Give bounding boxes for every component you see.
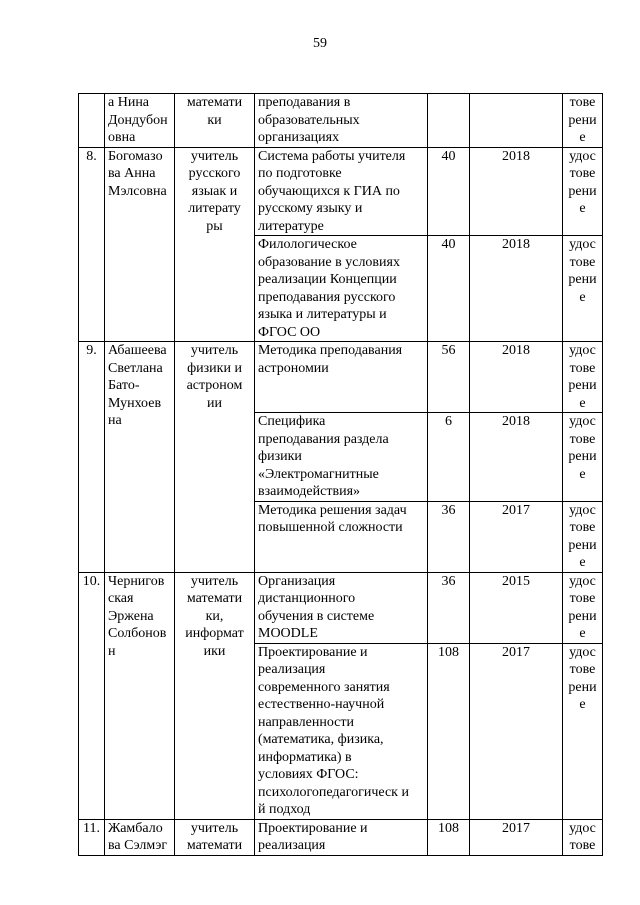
- course-title-line: «Электромагнитные: [258, 466, 379, 482]
- course-hours: 6: [428, 413, 470, 502]
- certificate-type-line: удос: [569, 343, 596, 358]
- course-title-line: языка и литературы и: [258, 307, 387, 322]
- course-title-line: реализация: [258, 838, 326, 853]
- certificate-type-line: е: [579, 697, 586, 712]
- course-title-line: физики: [258, 449, 302, 464]
- certificate-type-line: тове: [569, 662, 596, 677]
- teacher-name-line: Бато-: [108, 378, 140, 393]
- course-title-line: преподавания русского: [258, 289, 396, 305]
- teacher-position-line: литерату: [188, 201, 241, 216]
- course-title: [255, 572, 428, 643]
- staff-qualification-table: [78, 93, 603, 856]
- course-year: 2018: [470, 342, 563, 413]
- teacher-name-line: Жамбало: [108, 820, 163, 836]
- certificate-type-line: рени: [568, 679, 597, 695]
- course-title-line: дистанционного: [258, 591, 356, 606]
- teacher-position-line: математи: [186, 591, 243, 606]
- course-title-line: (математика, физика,: [258, 732, 384, 747]
- certificate-type-line: тове: [569, 95, 596, 110]
- table-row: [79, 819, 603, 855]
- certificate-type: [563, 147, 603, 236]
- course-title: [255, 342, 428, 413]
- teacher-position-line: учитель: [190, 148, 239, 164]
- teacher-name-line: Богомазо: [108, 148, 163, 164]
- teacher-name-line: Абашеева: [108, 343, 167, 358]
- certificate-type-line: рени: [568, 537, 597, 553]
- row-number: 10.: [79, 572, 105, 819]
- teacher-name-line: Эржена: [108, 608, 154, 624]
- certificate-type-line: удос: [569, 644, 596, 660]
- course-title-line: Организация: [258, 573, 336, 589]
- certificate-type-line: е: [579, 466, 586, 482]
- teacher-position: [175, 572, 255, 819]
- course-title: [255, 94, 428, 148]
- certificate-type-line: удос: [569, 414, 596, 429]
- teacher-position-line: языак и: [191, 183, 238, 199]
- certificate-type-line: тове: [569, 360, 596, 376]
- certificate-type-line: тове: [569, 591, 596, 606]
- teacher-name: [105, 819, 175, 855]
- course-title-line: Специфика: [258, 414, 326, 429]
- course-title-line: литературе: [258, 218, 324, 234]
- course-year: 2015: [470, 572, 563, 643]
- certificate-type-line: е: [579, 289, 586, 305]
- course-hours: 40: [428, 236, 470, 342]
- certificate-type-line: е: [579, 395, 586, 411]
- course-year: [470, 94, 563, 148]
- teacher-position-line: математи: [186, 95, 243, 110]
- course-title: [255, 819, 428, 855]
- certificate-type-line: е: [579, 201, 586, 216]
- certificate-type: [563, 501, 603, 572]
- certificate-type-line: тове: [569, 520, 596, 535]
- teacher-position-line: астроном: [186, 378, 243, 393]
- course-title-line: информатика) в: [258, 749, 352, 765]
- course-hours: [428, 94, 470, 148]
- table-row: [79, 342, 603, 413]
- certificate-type-line: е: [579, 555, 586, 570]
- certificate-type-line: рени: [568, 608, 597, 624]
- certificate-type-line: удос: [569, 573, 596, 589]
- row-number: 11.: [79, 819, 105, 855]
- teacher-position: [175, 819, 255, 855]
- course-title-line: русскому языку и: [258, 201, 363, 216]
- table-row: [79, 147, 603, 236]
- course-title-line: ФГОС ОО: [258, 324, 321, 340]
- teacher-name-line: ская: [108, 591, 134, 606]
- course-hours: 56: [428, 342, 470, 413]
- course-title: [255, 501, 428, 572]
- course-title-line: реализация: [258, 662, 326, 677]
- teacher-name-line: Светлана: [108, 360, 163, 376]
- course-title-line: условиях ФГОС:: [258, 767, 359, 782]
- course-title-line: естественно-научной: [258, 697, 385, 712]
- certificate-type: [563, 342, 603, 413]
- certificate-type-line: рени: [568, 378, 597, 393]
- certificate-type-line: удос: [569, 237, 596, 252]
- course-year: 2017: [470, 819, 563, 855]
- course-title-line: преподавания раздела: [258, 431, 389, 447]
- certificate-type-line: тове: [569, 431, 596, 447]
- table-row: [79, 572, 603, 643]
- course-title-line: обучения в системе: [258, 608, 375, 624]
- teacher-position-line: ии: [207, 395, 222, 411]
- certificate-type-line: е: [579, 130, 586, 145]
- course-title-line: Проектирование и: [258, 644, 368, 660]
- certificate-type-line: тове: [569, 838, 596, 853]
- certificate-type: [563, 236, 603, 342]
- course-title-line: организациях: [258, 130, 340, 145]
- certificate-type-line: е: [579, 626, 586, 641]
- course-title: [255, 236, 428, 342]
- teacher-name-line: Мэлсовна: [108, 183, 167, 199]
- certificate-type: [563, 572, 603, 643]
- course-hours: 108: [428, 819, 470, 855]
- row-number: 9.: [79, 342, 105, 573]
- course-title: [255, 413, 428, 502]
- teacher-position: [175, 147, 255, 342]
- certificate-type-line: рени: [568, 183, 597, 199]
- course-hours: 36: [428, 501, 470, 572]
- teacher-name-line: Мунхоев: [108, 395, 162, 411]
- teacher-name-line: н: [108, 643, 116, 659]
- course-title-line: образовательных: [258, 112, 360, 128]
- teacher-name: [105, 572, 175, 819]
- certificate-type-line: удос: [569, 502, 596, 518]
- certificate-type: [563, 643, 603, 819]
- teacher-position-line: учитель: [190, 573, 239, 589]
- course-title: [255, 147, 428, 236]
- teacher-name: [105, 342, 175, 573]
- certificate-type-line: рени: [568, 112, 597, 128]
- course-year: 2018: [470, 147, 563, 236]
- teacher-position-line: ки: [207, 112, 222, 128]
- certificate-type: [563, 94, 603, 148]
- teacher-name-line: Солбонов: [108, 626, 167, 641]
- table-row: [79, 94, 603, 148]
- certificate-type-line: рени: [568, 449, 597, 464]
- teacher-position-line: ры: [206, 218, 223, 234]
- course-title-line: реализации Концепции: [258, 272, 397, 287]
- course-title-line: Методика преподавания: [258, 343, 403, 358]
- page-number: 59: [313, 36, 327, 51]
- course-title-line: психологопедагогическ и: [258, 784, 409, 800]
- course-title-line: повышенной сложности: [258, 520, 403, 535]
- course-hours: 40: [428, 147, 470, 236]
- teacher-position-line: русского: [188, 166, 241, 181]
- table-body: [79, 94, 603, 856]
- course-year: 2018: [470, 236, 563, 342]
- certificate-type: [563, 819, 603, 855]
- certificate-type-line: рени: [568, 272, 597, 287]
- course-title-line: преподавания в: [258, 95, 351, 110]
- teacher-position-line: учитель: [190, 343, 239, 358]
- course-title-line: й подход: [258, 802, 311, 817]
- course-title-line: современного занятия: [258, 679, 390, 695]
- course-title: [255, 643, 428, 819]
- teacher-position-line: учитель: [190, 820, 239, 836]
- teacher-name-line: Дондубон: [108, 112, 168, 128]
- course-title-line: Филологическое: [258, 237, 357, 252]
- teacher-position-line: ики: [203, 643, 226, 659]
- course-title-line: взаимодействия»: [258, 484, 361, 499]
- course-hours: 36: [428, 572, 470, 643]
- teacher-position-line: математи: [186, 838, 243, 853]
- course-year: 2017: [470, 501, 563, 572]
- row-number: 8.: [79, 147, 105, 342]
- course-title-line: астрономии: [258, 360, 329, 376]
- course-title-line: направленности: [258, 714, 355, 730]
- teacher-position: [175, 94, 255, 148]
- teacher-name-line: Чернигов: [108, 573, 165, 589]
- course-title-line: образование в условиях: [258, 254, 400, 270]
- certificate-type-line: тове: [569, 254, 596, 270]
- course-title-line: Система работы учителя: [258, 148, 406, 164]
- teacher-position: [175, 342, 255, 573]
- teacher-position-line: информат: [185, 626, 244, 641]
- certificate-type-line: удос: [569, 820, 596, 836]
- teacher-name: [105, 94, 175, 148]
- teacher-name-line: ва Сэлмэг: [108, 838, 168, 853]
- teacher-name-line: овна: [108, 130, 136, 145]
- course-year: 2017: [470, 643, 563, 819]
- teacher-position-line: ки,: [205, 608, 224, 624]
- course-title-line: Проектирование и: [258, 820, 368, 836]
- teacher-name-line: ва Анна: [108, 166, 156, 181]
- course-title-line: MOODLE: [258, 626, 318, 641]
- certificate-type-line: тове: [569, 166, 596, 181]
- teacher-name-line: а Нина: [108, 95, 150, 110]
- certificate-type-line: удос: [569, 148, 596, 164]
- course-title-line: Методика решения задач: [258, 502, 407, 518]
- row-number: [79, 94, 105, 148]
- course-year: 2018: [470, 413, 563, 502]
- teacher-name: [105, 147, 175, 342]
- teacher-position-line: физики и: [187, 360, 242, 376]
- course-title-line: обучающихся к ГИА по: [258, 183, 400, 199]
- course-hours: 108: [428, 643, 470, 819]
- teacher-name-line: на: [108, 413, 122, 428]
- certificate-type: [563, 413, 603, 502]
- course-title-line: по подготовке: [258, 166, 342, 181]
